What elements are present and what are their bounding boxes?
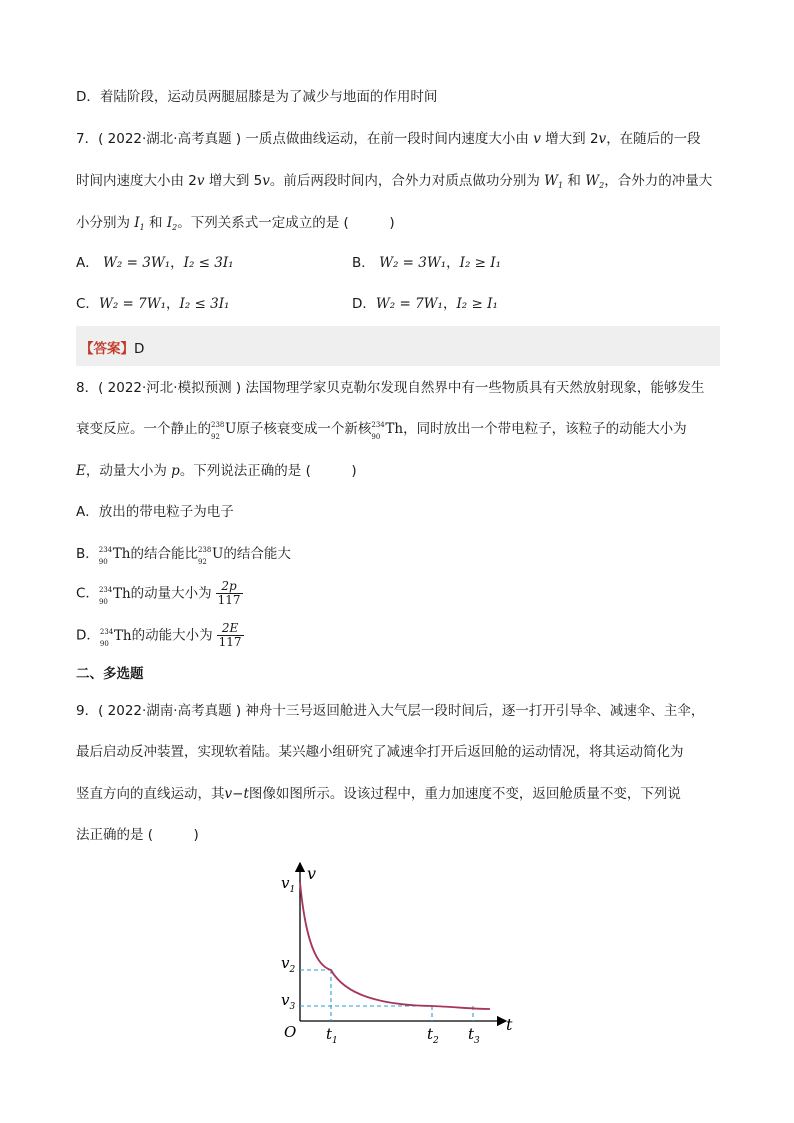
- q9-stem-line-3: 竖直方向的直线运动，其v−t图像如图所示。设该过程中，重力加速度不变，返回舱质量不变，下列说: [76, 786, 681, 802]
- q6-option-d: D．着陆阶段，运动员两腿屈膝是为了减少与地面的作用时间: [76, 89, 438, 105]
- origin-label: O: [284, 1023, 297, 1041]
- answer-tag: 【答案】: [80, 341, 134, 357]
- q7-option-b: B． W₂ = 3W₁，I₂ ≥ I₁: [352, 255, 502, 271]
- q8-stem-line-2: 衰变反应。一个静止的 238 92 U原子核衰变成一个新核 234 90 Th，同时放出一个带电粒子，该粒子的动能大小为: [76, 421, 687, 441]
- q7-stem-line-2: 时间内速度大小由 2v 增大到 5v。前后两段时间内，合外力对质点做功分别为 $W_1$ 和 $W_2$，合外力的冲量大: [76, 173, 713, 190]
- q8-stem-line-1: 8．( 2022·河北·模拟预测 ) 法国物理学家贝克勒尔发现自然界中有一些物质具有天然放射现象，能够发生: [76, 380, 705, 396]
- answer-box: [76, 326, 720, 366]
- fraction: $\frac{2p}{117}$: [217, 579, 241, 607]
- section-heading: 二、多选题: [76, 666, 144, 682]
- t2-label: $t_2$: [427, 1025, 439, 1046]
- q8-stem-line-3: E，动量大小为 p。下列说法正确的是 ( ): [76, 463, 357, 479]
- q7-option-a: A． W₂ = 3W₁，I₂ ≤ 3I₁: [76, 255, 234, 271]
- q9-stem-line-4: 法正确的是 ( ): [76, 827, 199, 843]
- y-axis-label: v: [307, 864, 317, 883]
- nuclide-th234: 234 90 Th: [371, 421, 404, 441]
- vt-graph: [270, 855, 530, 1055]
- q8-option-a: A．放出的带电粒子为电子: [76, 504, 234, 520]
- t3-label: $t_3$: [468, 1025, 480, 1046]
- q8-option-b: B． 234 90 Th的结合能比 238 92 U的结合能大: [76, 546, 291, 566]
- velocity-curve: [300, 882, 490, 1009]
- v3-label: $v_3$: [281, 991, 296, 1012]
- q9-stem-line-1: 9．( 2022·湖南·高考真题 ) 神舟十三号返回舱进入大气层一段时间后，逐一打开引导伞、减速伞、主伞，: [76, 703, 705, 719]
- t1-label: $t_1$: [326, 1025, 338, 1046]
- q7-answer: [80, 337, 144, 357]
- answer-value: D: [134, 341, 145, 357]
- v2-label: $v_2$: [281, 954, 296, 975]
- q7-stem-line-3: 小分别为 $I_1$ 和 $I_2$。下列关系式一定成立的是 ( ): [76, 215, 395, 232]
- q8-option-d: D． 234 90 Th的动能大小为 $\frac{2E}{117}$: [76, 621, 242, 649]
- nuclide-u238: 238 92 U: [211, 421, 237, 441]
- x-axis-label: t: [506, 1015, 513, 1034]
- q7-stem-line-1: 7．( 2022·湖北·高考真题 ) 一质点做曲线运动，在前一段时间内速度大小由 v 增大到 2v，在随后的一段: [76, 131, 701, 147]
- v1-label: $v_1$: [281, 874, 296, 895]
- q7-option-c: C．W₂ = 7W₁，I₂ ≤ 3I₁: [76, 296, 230, 312]
- q7-option-d: D．W₂ = 7W₁，I₂ ≥ I₁: [352, 296, 498, 312]
- q9-stem-line-2: 最后启动反冲装置，实现软着陆。某兴趣小组研究了减速伞打开后返回舱的运动情况，将其运动简化为: [76, 744, 684, 760]
- q8-option-c: C． 234 90 Th的动量大小为 $\frac{2p}{117}$: [76, 579, 241, 607]
- fraction: $\frac{2E}{117}$: [218, 621, 242, 649]
